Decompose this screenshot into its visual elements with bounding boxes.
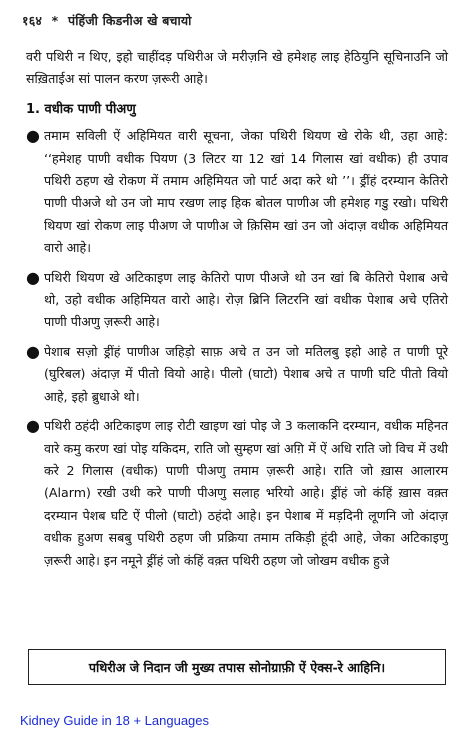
list-item-text: पेशाब सज़ो ड्रींहं पाणीअ जहिड़ो साफ़ अचे त उन जो मतिलबु इहो आहे त पाणी पूरे (घुरिबल) अंदाज़ में पीतो वियो आहे। पीलो (घाटो) पेशाब अचे त पाणी घटि पीतो वियो आहे, इहो ब्रुधाअे थो।: [44, 343, 448, 404]
footer-link[interactable]: Kidney Guide in 18 + Languages: [20, 713, 210, 728]
callout-text: पथिरीअ जे निदान जी मुख्य तपास सोनोग्राफ़ी ऐं ऐक्स-रे आहिनि।: [88, 659, 386, 675]
list-item-text: पथिरी ठहंदी अटिकाइण लाइ रोटी खाइण खां पोइ जे 3 कलाकनि दरम्यान, वधीक महिनत वारे कमु करण खां पोइ यकिदम, राति जो सुम्हण खां अग़ि में ऐं अधि राति जो विच में उथी करे 2 गिलास (वधीक) पाणी पीअणु तमाम ज़रूरी आहे। राति जो ख़ास आलारम (Alarm) रखी उथी करे पाणी पीअणु सलाह भरियो आहे। ड्रींहं जो कंहिं ख़ास वक़्त दरम्यान पेशब घटि ऐं पीलो (घाटो) ठहंदो आहे। इन पेशाब में मड़दिनी लूणनि जो अंदाज़ वधीक हुअण सबबु पथिरी ठहण जी प्रक्रिया तमाम तकिड़ी हूंदी आहे, जेका अटिकाइणु ज़रूरी आहे। इन नमूने ड्रींहं जो कंहिं वक़्त पथिरी ठहण जो जोखम वधीक हुजे: [44, 418, 448, 568]
running-header: [22, 12, 192, 29]
main-content: [26, 46, 448, 579]
list-item: [26, 415, 448, 572]
header-separator: *: [51, 13, 59, 28]
section-heading: 1. वधीक पाणी पीअणु: [26, 101, 136, 117]
bullet-list: [26, 125, 448, 572]
list-item: [26, 125, 448, 259]
list-item: [26, 341, 448, 408]
bullet-icon: ●: [26, 126, 40, 146]
list-item-text: पथिरी थियण खे अटिकाइण लाइ केतिरो पाण पीअजे थो उन खां बि केतिरो पेशाब अचे थो, उहो वधीक अहिमियत वारो आहे। रोज़ ब्रिनि लिटरनि खां वधीक पेशाब अचे एतिरो पाणी पीअणु ज़रूरी आहे।: [44, 269, 448, 330]
list-item-text: तमाम सविली ऐं अहिमियत वारी सूचना, जेका पथिरी थियण खे रोके थी, उहा आहे: ‘‘हमेशह पाणी वधीक पियण (3 लिटर या 12 खां 14 गिलास खां वधीक) ही उपाव पथिरी ठहण खे रोकण में तमाम अहिमियत जो पार्ट अदा करे थो ’’। ड्रींहं दरम्यान केतिरो पाणी पीअजे थो उन जो माप रखण लाइ हिक बोतल पाणीअ जी हमेशह गडु रखो। पथिरी थियण खां रोकण लाइ पीअण जे पाणीअ जे क़िसिम खां उन जो अंदाज़ वधीक अहिमियत वारो आहे।: [44, 128, 448, 256]
list-item: [26, 267, 448, 334]
bullet-icon: ●: [26, 341, 40, 361]
page-number: १६४: [22, 13, 43, 28]
chapter-title: पंहिंजी किडनीअ खे बचायो: [67, 13, 192, 28]
callout-box: [28, 649, 446, 685]
bullet-icon: ●: [26, 416, 40, 436]
bullet-icon: ●: [26, 267, 40, 287]
intro-paragraph: वरी पथिरी न थिए, इहो चाहींदड़ पथिरीअ जे मरीज़नि खे हमेशह लाइ हेठियुनि सूचिनाउनि जो सख़िताईअ सां पालन करण ज़रूरी आहे।: [26, 49, 448, 87]
